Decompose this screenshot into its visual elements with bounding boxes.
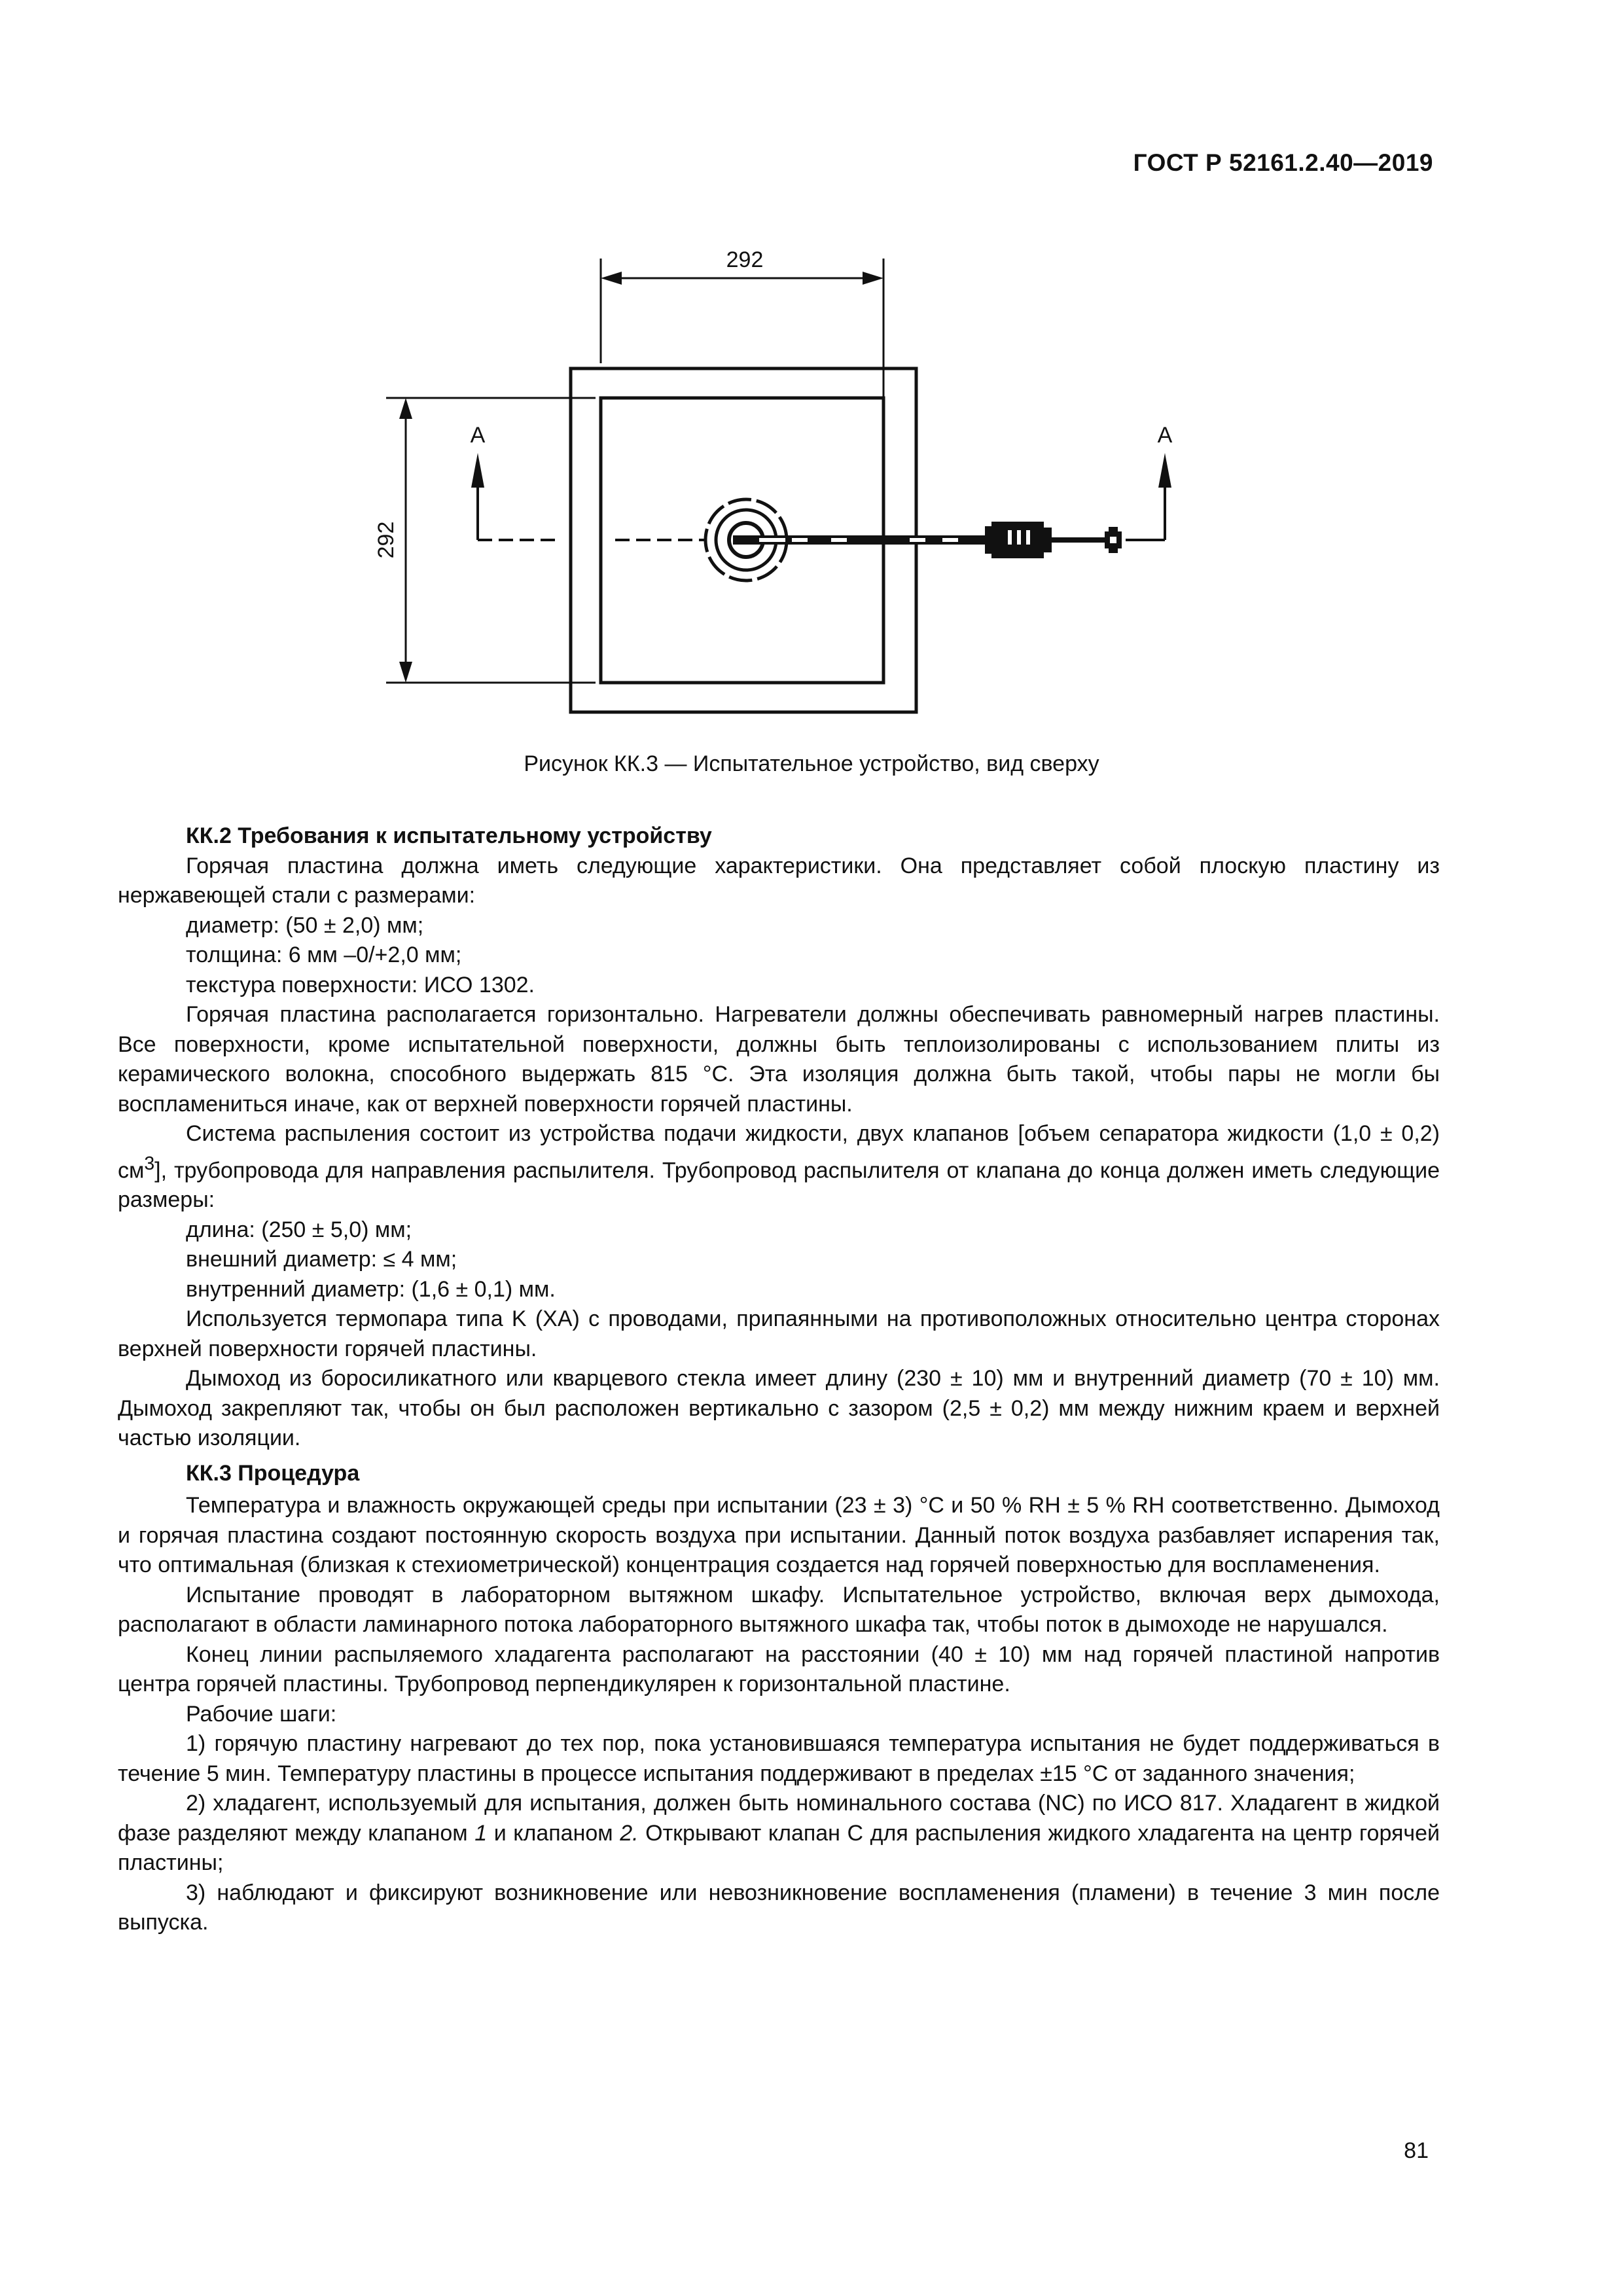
list-item: внешний диаметр: ≤ 4 мм; <box>186 1247 457 1272</box>
paragraph: Используется термопара типа K (XA) с проводами, припаянными на противоположных относительно центра сторонах верхней поверхности горячей пластины. <box>118 1306 1440 1361</box>
width-dimension <box>601 247 883 399</box>
text-run: ], трубопровода для направления распылителя. Трубопровод распылителя от клапана до конца должен иметь следующие размеры: <box>118 1157 1440 1213</box>
document-header: ГОСТ Р 52161.2.40—2019 <box>1133 149 1433 176</box>
section-line <box>471 423 1173 540</box>
paragraph: Конец линии распыляемого хладагента располагают на расстоянии (40 ± 10) мм над горячей пластиной напротив центра горячей пластины. Трубопровод перпендикулярен к горизонтальной пластине. <box>118 1641 1440 1697</box>
list-item: толщина: 6 мм –0/+2,0 мм; <box>186 942 462 967</box>
width-dimension-label: 292 <box>726 247 764 272</box>
section-heading-kk2: КК.2 Требования к испытательному устройству <box>186 823 712 848</box>
text-run: 2) хладагент, используемый для испытания, должен быть номинального состава (NC) по ИСО 817. Хладагент в жидкой фазе разделяют между клапаном <box>118 1791 1440 1846</box>
paragraph: Дымоход из боросиликатного или кварцевого стекла имеет длину (230 ± 10) мм и внутренний диаметр (70 ± 10) мм. Дымоход закрепляют так, чтобы он был расположен вертикально с зазором (2,5 ± 0,2) мм между нижним краем и верхней частью изоляции. <box>118 1366 1440 1451</box>
list-item: диаметр: (50 ± 2,0) мм; <box>186 912 424 938</box>
paragraph: Горячая пластина должна иметь следующие характеристики. Она представляет собой плоскую пластину из нержавеющей стали с размерами: <box>118 853 1440 908</box>
list-item: длина: (250 ± 5,0) мм; <box>186 1217 412 1242</box>
diagram <box>353 242 1204 740</box>
paragraph: Испытание проводят в лабораторном вытяжном шкафу. Испытательное устройство, включая верх дымохода, располагают в области ламинарного потока лабораторного вытяжного шкафа так, чтобы поток в дымоходе не нарушался. <box>118 1582 1440 1638</box>
paragraph: Горячая пластина располагается горизонтально. Нагреватели должны обеспечивать равномерный нагрев пластины. Все поверхности, кроме испытательной поверхности, должны быть теплоизолированы с использованием плиты из керамического волокна, способного выдержать 815 °С. Эта изоляция должна быть такой, чтобы пары не могли бы воспламениться иначе, как от верхней поверхности горячей пластины. <box>118 1002 1440 1117</box>
page-number: 81 <box>1404 2138 1429 2163</box>
figure-test-device-top-view <box>353 242 1204 740</box>
superscript: 3 <box>144 1153 155 1174</box>
paragraph <box>118 1119 1440 1215</box>
spray-tube <box>743 535 1002 545</box>
text-run: Открывают клапан С для распыления жидкого хладагента на центр горячей пластины; <box>118 1820 1440 1876</box>
height-dimension-label: 292 <box>374 521 399 559</box>
thermocouple-connector <box>985 522 1122 558</box>
main-text <box>118 821 1440 1938</box>
section-label-right: А <box>1157 423 1173 448</box>
list-item: внутренний диаметр: (1,6 ± 0,1) мм. <box>186 1276 556 1302</box>
step-item <box>118 1789 1440 1878</box>
paragraph: Температура и влажность окружающей среды при испытании (23 ± 3) °С и 50 % RH ± 5 % RH соответственно. Дымоход и горячая пластина создают постоянную скорость воздуха при испытании. Данный поток воздуха разбавляет испарения так, что оптимальная (близкая к стехиометрической) концентрация создается над горячей поверхностью для воспламенения. <box>118 1493 1440 1578</box>
text-run: Система распыления состоит из устройства подачи жидкости, двух клапанов [объем сепаратора жидкости (1,0 ± 0,2) см <box>118 1121 1440 1183</box>
step-item: 3) наблюдают и фиксируют возникновение или невозникновение воспламенения (пламени) в течение 3 мин после выпуска. <box>118 1880 1440 1935</box>
text-run: и клапаном <box>487 1820 620 1846</box>
paragraph: Рабочие шаги: <box>186 1701 337 1727</box>
section-label-left: А <box>470 423 486 448</box>
valve-number: 1 <box>474 1820 488 1846</box>
valve-number: 2. <box>620 1820 639 1846</box>
list-item: текстура поверхности: ИСО 1302. <box>186 972 535 997</box>
figure-caption: Рисунок КК.3 — Испытательное устройство, вид сверху <box>524 751 1099 776</box>
section-heading-kk3: КК.3 Процедура <box>186 1460 360 1486</box>
step-item: 1) горячую пластину нагревают до тех пор, пока установившаяся температура испытания не будет поддерживаться в течение 5 мин. Температуру пластины в процессе испытания поддерживают в пределах ±15 °С от заданного значения; <box>118 1731 1440 1786</box>
